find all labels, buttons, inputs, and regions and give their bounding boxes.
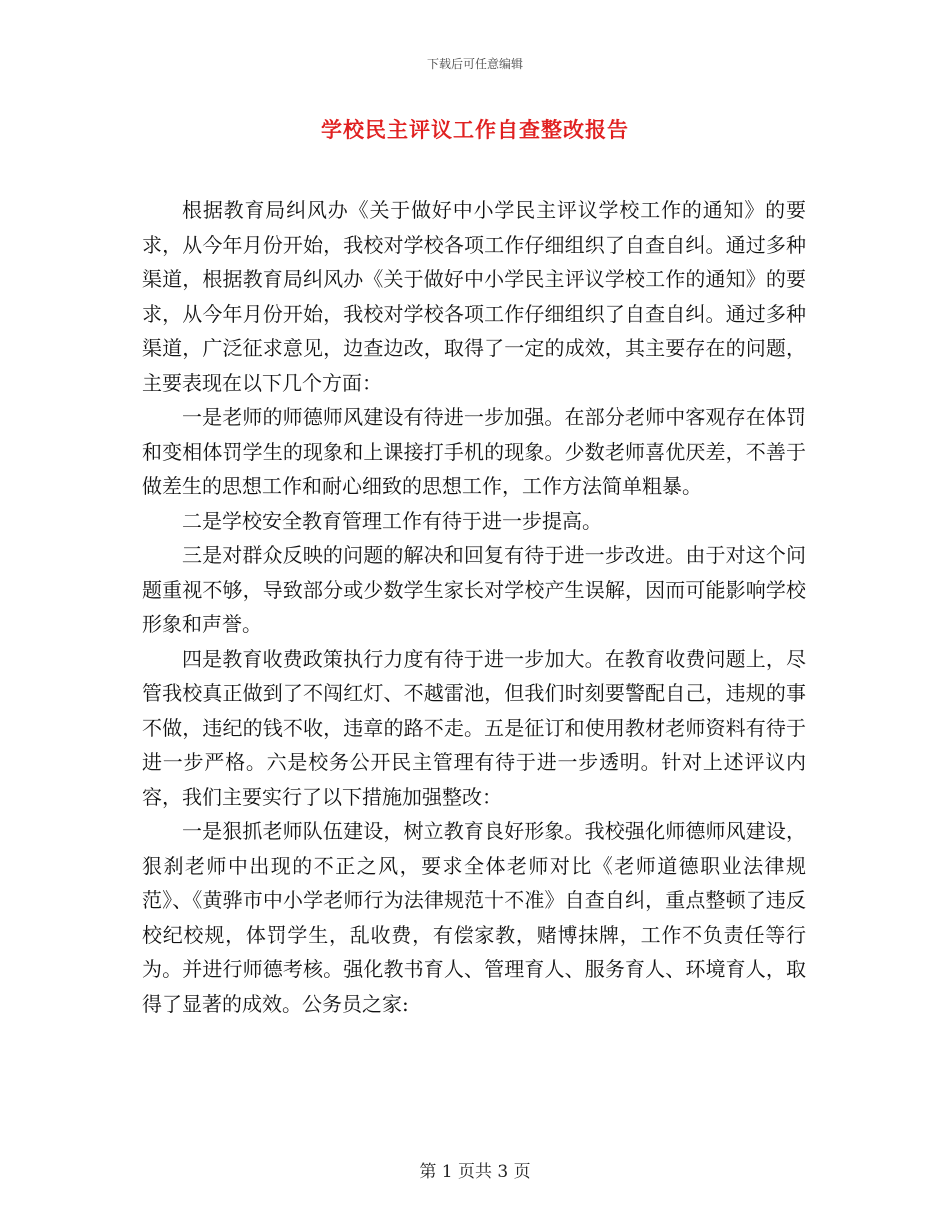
paragraph-issue-2: 二是学校安全教育管理工作有待于进一步提高。 [182, 508, 602, 533]
paragraph-intro: 根据教育局纠风办《关于做好中小学民主评议学校工作的通知》的要求，从今年月份开始，我校对学校各项工作仔细组织了自查自纠。通过多种渠道，根据教育局纠风办《关于做好中小学民主评议学校工作的通知》的要求，从今年月份开始，我校对学校各项工作仔细组织了自查自纠。通过多种渠道，广泛征求意见，边查边改，取得了一定的成效，其主要存在的问题，主要表现在以下几个方面： [142, 198, 806, 395]
paragraph-issue-4: 四是教育收费政策执行力度有待于进一步加大。在教育收费问题上，尽管我校真正做到了不闯红灯、不越雷池，但我们时刻要警配自己，违规的事不做，违纪的钱不收，违章的路不走。五是征订和使用教材老师资料有待于进一步严格。六是校务公开民主管理有待于进一步透明。针对上述评议内容，我们主要实行了以下措施加强整改： [142, 646, 806, 809]
document-title: 学校民主评议工作自查整改报告 [321, 117, 629, 142]
page-footer: 第 1 页共 3 页 [419, 1162, 531, 1182]
paragraph-issue-1: 一是老师的师德师风建设有待进一步加强。在部分老师中客观存在体罚和变相体罚学生的现象和上课接打手机的现象。少数老师喜优厌差，不善于做差生的思想工作和耐心细致的思想工作，工作方法简单粗暴。 [142, 405, 806, 498]
header-note: 下载后可任意编辑 [426, 57, 523, 71]
paragraph-measure-1: 一是狠抓老师队伍建设，树立教育良好形象。我校强化师德师风建设，狠刹老师中出现的不正之风，要求全体老师对比《老师道德职业法律规范》、《黄骅市中小学老师行为法律规范十不准》自查自纠，重点整顿了违反校纪校规，体罚学生，乱收费，有偿家教，赌博抹牌，工作不负责任等行为。并进行师德考核。强化教书育人、管理育人、服务育人、环境育人，取得了显著的成效。公务员之家: [142, 819, 806, 1016]
document-body [142, 193, 806, 1021]
paragraph-issue-3: 三是对群众反映的问题的解决和回复有待于进一步改进。由于对这个问题重视不够，导致部分或少数学生家长对学校产生误解，因而可能影响学校形象和声誉。 [142, 543, 806, 636]
